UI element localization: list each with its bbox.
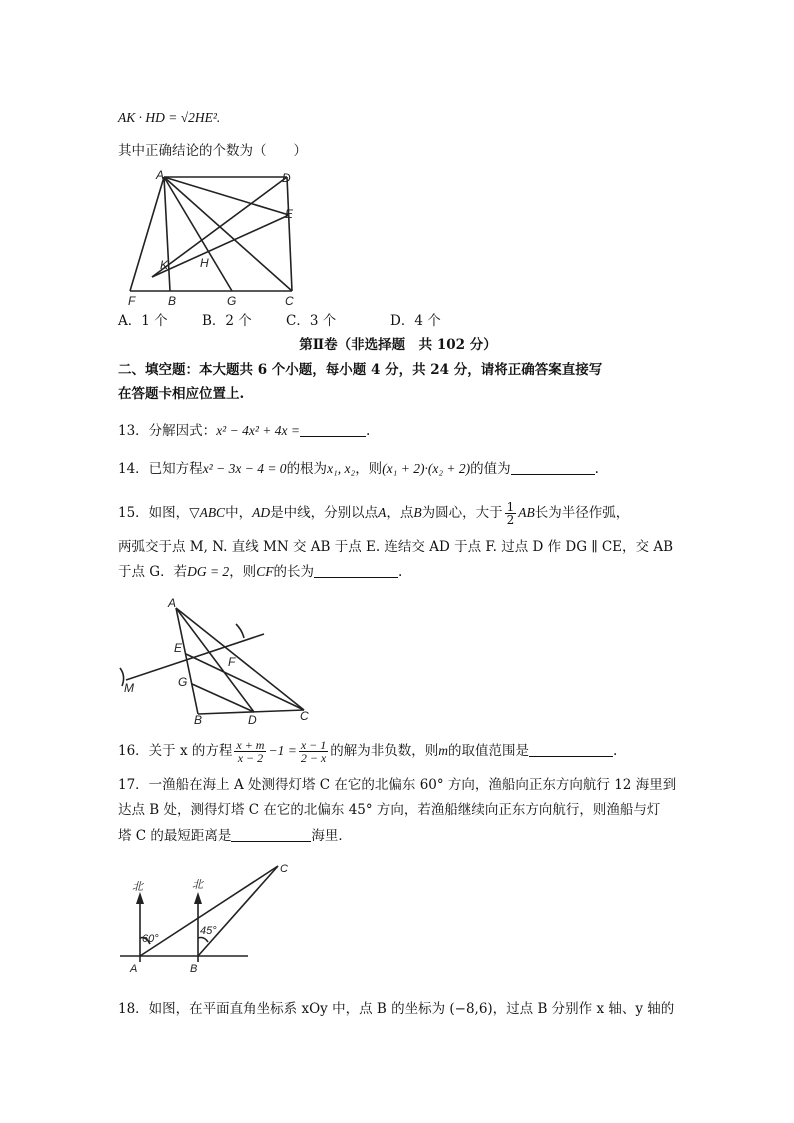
q17-label-B: B (190, 963, 198, 975)
q12-figure (122, 165, 322, 307)
q17-label-60: 60° (142, 933, 159, 945)
q15-dg: DG = 2 (187, 564, 230, 579)
q14-equation: x² − 3x − 4 = 0 (202, 461, 287, 476)
q12-seg-AB (164, 177, 170, 291)
q17-label-north-A: 北 (132, 881, 143, 893)
q15-l3c: 的长为 (273, 564, 314, 580)
q14-suffix: 的值为 (470, 461, 511, 477)
q15-l3b: ，则 (229, 564, 257, 580)
q12-label-A: A (156, 168, 165, 182)
q17-label-north-B: 北 (192, 879, 203, 891)
q16 (118, 738, 678, 764)
q14-end: . (594, 461, 599, 477)
q17-l3a: 塔 C 的最短距离是 (118, 828, 232, 844)
q15-line2: 两弧交于点 M, N. 直线 MN 交 AB 于点 E. 连结交 AD 于点 F. 过点 D 作 DG ∥ CE，交 AB (118, 539, 673, 555)
q17-arrow-B (194, 892, 202, 904)
q17-label-A: A (130, 963, 138, 975)
q12-label-G: G (227, 294, 237, 307)
q17-line3 (118, 826, 678, 846)
q15-pa: A (378, 505, 387, 520)
q14-answer-blank[interactable] (511, 460, 595, 475)
q15-l1f: 长为半径作弧， (534, 505, 630, 521)
q13-expr: x² − 4x² + 4x = (216, 423, 300, 438)
q16-suffix2: 的取值范围是 (448, 743, 530, 759)
q15-frac-num: 1 (506, 500, 515, 514)
q12-options (118, 311, 678, 331)
q15-label-B: B (194, 713, 203, 726)
q15-line3 (118, 562, 678, 582)
q16-end: . (613, 743, 618, 759)
q15-triangle: ▽ABC (189, 505, 226, 520)
q12-label-E: E (285, 207, 294, 221)
q12-option-c: C．3 个 (286, 313, 337, 329)
q14-roots: x₁, x₂ (327, 461, 356, 476)
q15-l3a: 于点 G．若 (118, 564, 188, 580)
q14-prefix: 14．已知方程 (118, 461, 203, 477)
q15-label-F: F (228, 655, 236, 669)
q12-option-a: A．1 个 (118, 313, 168, 329)
q14-expr: (x₁ + 2)·(x₂ + 2) (382, 461, 471, 476)
q17-figure (118, 856, 308, 978)
q15-pb: B (413, 505, 422, 520)
q16-answer-blank[interactable] (529, 742, 613, 757)
q15-label-M: M (124, 681, 134, 695)
q16-den-2: 2 − x (300, 751, 327, 765)
section2-line1: 二、填空题：本大题共 6 个小题，每小题 4 分，共 24 分，请将正确答案直接写 (118, 362, 603, 378)
q15-label-D: D (248, 713, 257, 726)
q17-answer-blank[interactable] (231, 827, 311, 842)
top-formula: AK · HD = √2HE². (118, 110, 221, 125)
q15-seg-GD (192, 684, 254, 712)
q15-label-G: G (178, 675, 188, 689)
q17-angle-45 (198, 938, 208, 943)
q12-option-b: B．2 个 (202, 313, 252, 329)
q15-answer-blank[interactable] (314, 563, 398, 578)
q12-seg-AC (164, 177, 292, 291)
q15-cf: CF (256, 564, 274, 579)
section-title: 第Ⅱ卷（非选择题 共 102 分） (299, 337, 497, 353)
section2-line2: 在答题卡相应位置上. (118, 386, 245, 402)
q15-label-A: A (168, 596, 177, 610)
q15-end: . (397, 564, 403, 580)
q12-label-K: K (160, 258, 169, 272)
q17-arrow-A (136, 892, 144, 904)
q12-option-d: D．4 个 (390, 313, 441, 329)
q16-num-2: x − 1 (300, 738, 327, 752)
q16-den-1: x − 2 (237, 751, 264, 765)
q15-frac-den: 2 (506, 513, 515, 527)
q15-line1 (118, 500, 678, 526)
q18-line1: 18．如图，在平面直角坐标系 xOy 中，点 B 的坐标为 (−8,6)，过点 B 分别作 x 轴、y 轴的 (118, 1001, 675, 1017)
q16-num-1: x + m (236, 738, 265, 752)
q13-suffix: . (365, 423, 371, 439)
q15-ad: AD (252, 505, 271, 520)
q12-label-D: D (282, 171, 291, 185)
q15-label-E: E (174, 641, 183, 655)
q16-suffix: 的解为非负数，则 (330, 743, 439, 759)
q15-fraction (505, 501, 517, 526)
q15-figure (116, 590, 326, 726)
q15-l1b: 中， (225, 505, 253, 521)
q13-answer-blank[interactable] (300, 422, 366, 437)
q16-m: m (438, 743, 449, 758)
q17-label-45: 45° (200, 925, 217, 937)
q13 (118, 421, 678, 441)
q12-label-C: C (285, 294, 294, 307)
q15-label-C: C (300, 709, 309, 723)
q15-l1e: 为圆心，大于 (421, 505, 503, 521)
q15-l1c: 是中线，分别以点 (270, 505, 379, 521)
q12-label-H: H (200, 256, 209, 270)
q15-l1a: 15．如图， (118, 505, 190, 521)
q15-ab: AB (518, 505, 535, 520)
q12-seg-EK (152, 215, 289, 277)
q12-label-F: F (128, 294, 136, 307)
q15-l1d: ，点 (386, 505, 414, 521)
q12-question: 其中正确结论的个数为（ ） (118, 143, 307, 159)
q12-label-B: B (168, 294, 177, 307)
q16-prefix: 16．关于 x 的方程 (118, 743, 233, 759)
q12-seg-DC (287, 177, 292, 291)
q16-fraction-1 (234, 739, 266, 764)
q14-mid: 的根为 (286, 461, 328, 477)
q17-label-C: C (280, 863, 288, 875)
q15-arc-right (236, 624, 244, 638)
q13-prefix: 13．分解因式： (118, 423, 217, 439)
q14-mid2: ，则 (355, 461, 383, 477)
q15-line-MN (126, 634, 264, 680)
q16-mid: −1 = (268, 743, 297, 758)
q17-line1: 17．一渔船在海上 A 处测得灯塔 C 在它的北偏东 60° 方向，渔船向正东方向航行 12 海里到 (118, 777, 677, 793)
q17-l3b: 海里． (311, 828, 352, 844)
q14 (118, 459, 678, 479)
q17-line2: 达点 B 处，测得灯塔 C 在它的北偏东 45° 方向，若渔船继续向正东方向航行，则渔船与灯 (118, 802, 661, 818)
q16-fraction-2 (299, 739, 328, 764)
